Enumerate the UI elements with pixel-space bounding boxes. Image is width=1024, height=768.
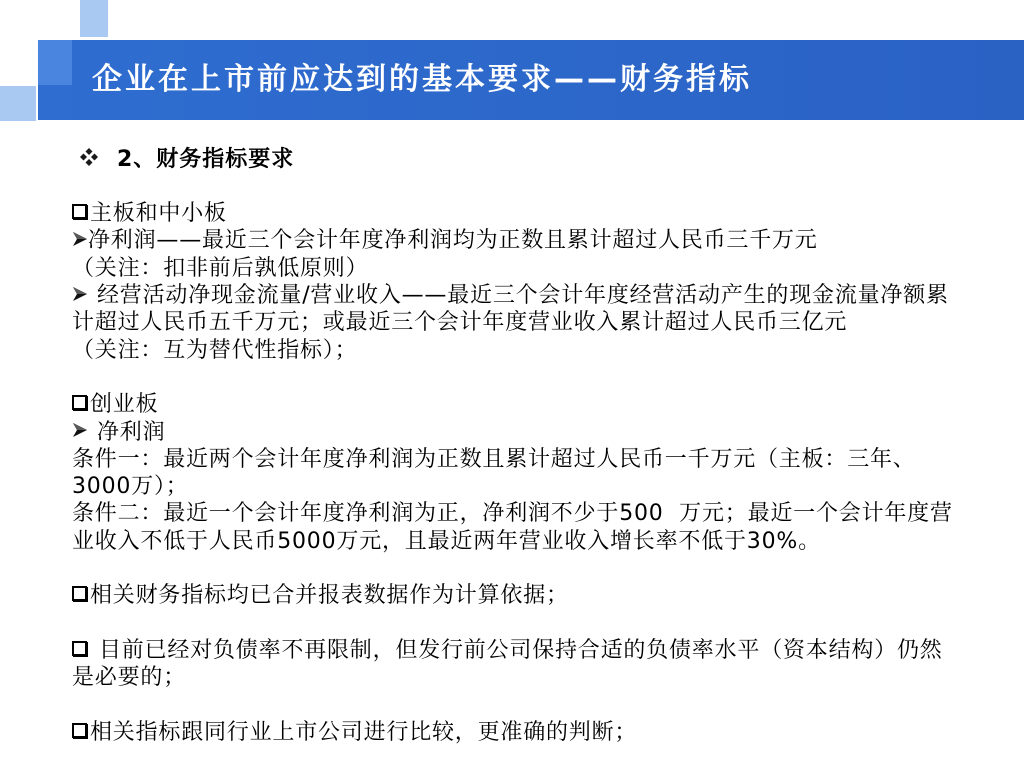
- title-bar: [38, 40, 1024, 120]
- slide-title: 企业在上市前应达到的基本要求——财务指标: [92, 62, 752, 97]
- gem-condition-two-text-cont: 业收入不低于人民币5000万元，且最近两年营业收入增长率不低于30%。: [72, 528, 821, 554]
- decorative-square-top: [80, 0, 108, 37]
- debt-ratio-point: [72, 635, 1012, 662]
- square-bullet-icon: [72, 586, 87, 601]
- main-board-net-profit-text: 净利润——最近三个会计年度净利润均为正数且累计超过人民币三千万元: [88, 228, 818, 254]
- square-bullet-icon: [72, 723, 87, 738]
- debt-ratio-text: 目前已经对负债率不再限制，但发行前公司保持合适的负债率水平（资本结构）仍然: [99, 637, 943, 663]
- gem-condition-one-line-cont: [72, 471, 1012, 498]
- main-board-cash-flow-note: [72, 334, 1012, 361]
- gem-condition-one-text-cont: 3000万）；: [72, 474, 189, 500]
- square-bullet-icon: [72, 395, 87, 410]
- diamond-bullet-icon: [80, 148, 98, 166]
- gem-board-heading: [72, 389, 1012, 416]
- main-board-net-profit-note-text: （关注：扣非前后孰低原则）: [72, 255, 369, 281]
- gem-net-profit-subheading-text: 净利润: [97, 419, 166, 445]
- decorative-square-header: [38, 40, 72, 85]
- gem-condition-two-line: [72, 498, 1012, 525]
- gem-board-heading-text: 创业板: [90, 392, 159, 418]
- gem-condition-one-text: 条件一：最近两个会计年度净利润为正数且累计超过人民币一千万元（主板：三年、: [72, 446, 916, 472]
- arrow-bullet-icon: [73, 423, 87, 437]
- industry-comparison-text: 相关指标跟同行业上市公司进行比较，更准确的判断；: [90, 719, 638, 745]
- slide-body: [72, 198, 1012, 744]
- gem-condition-two-line-cont: [72, 526, 1012, 553]
- main-board-heading: [72, 198, 1012, 225]
- decorative-square-left: [0, 86, 36, 121]
- gem-condition-one-line: [72, 444, 1012, 471]
- blank-line: [72, 553, 1012, 580]
- main-board-net-profit-note: [72, 253, 1012, 280]
- industry-comparison-point: [72, 717, 1012, 744]
- consolidated-statements-text: 相关财务指标均已合并报表数据作为计算依据；: [90, 583, 569, 609]
- arrow-bullet-icon: [73, 287, 87, 301]
- gem-condition-two-text: 条件二：最近一个会计年度净利润为正，净利润不少于500 万元；最近一个会计年度营: [72, 501, 953, 527]
- blank-line: [72, 689, 1012, 716]
- main-board-heading-text: 主板和中小板: [90, 201, 227, 227]
- main-board-cash-flow-text-cont: 计超过人民币五千万元；或最近三个会计年度营业收入累计超过人民币三亿元: [72, 310, 848, 336]
- section-heading: [80, 142, 294, 172]
- blank-line: [72, 607, 1012, 634]
- section-heading-text: 2、财务指标要求: [117, 146, 295, 172]
- debt-ratio-text-cont: 是必要的；: [72, 665, 187, 691]
- main-board-cash-flow-text: 经营活动净现金流量/营业收入——最近三个会计年度经营活动产生的现金流量净额累: [97, 283, 949, 309]
- gem-net-profit-subheading: [72, 416, 1012, 443]
- square-bullet-icon: [72, 641, 87, 656]
- consolidated-statements-point: [72, 580, 1012, 607]
- main-board-net-profit-line: [72, 225, 1012, 252]
- main-board-cash-flow-line-cont: [72, 307, 1012, 334]
- square-bullet-icon: [72, 204, 87, 219]
- debt-ratio-point-cont: [72, 662, 1012, 689]
- arrow-bullet-icon: [73, 232, 87, 246]
- main-board-cash-flow-line: [72, 280, 1012, 307]
- blank-line: [72, 362, 1012, 389]
- main-board-cash-flow-note-text: （关注：互为替代性指标）；: [72, 337, 358, 363]
